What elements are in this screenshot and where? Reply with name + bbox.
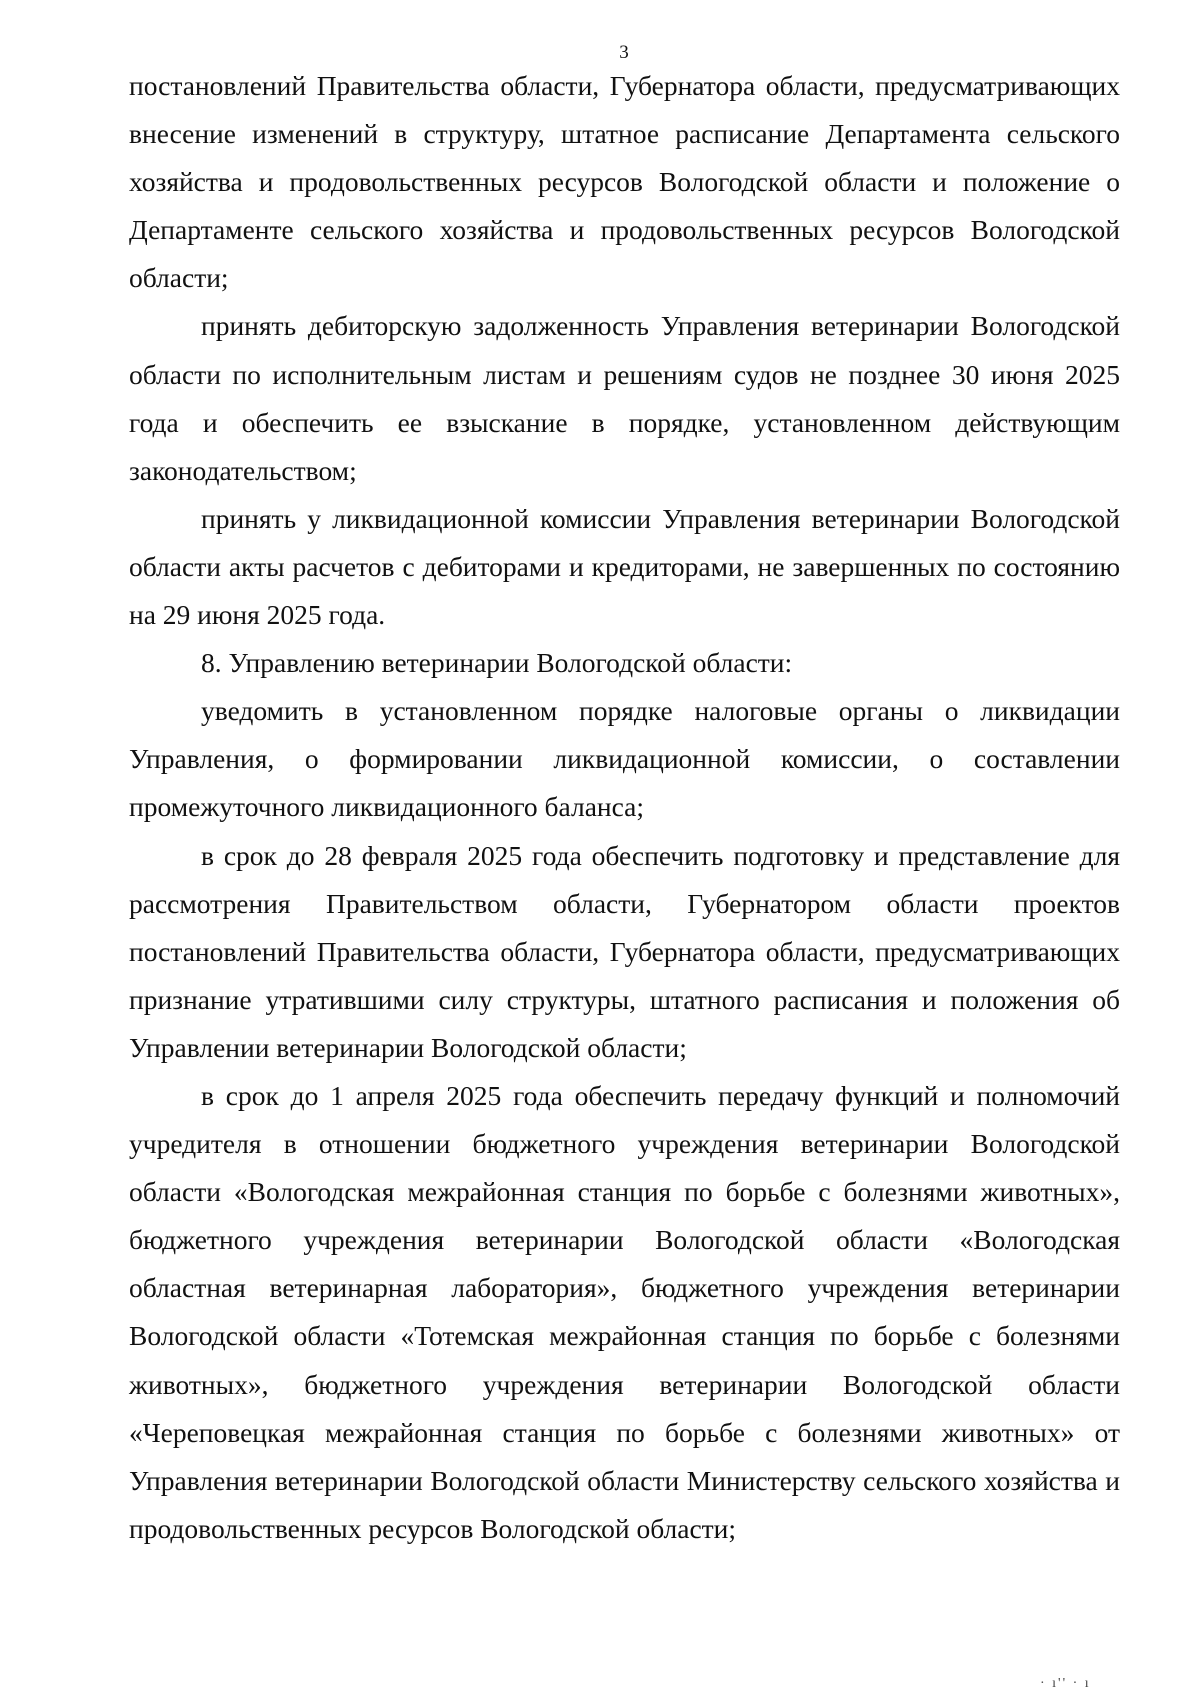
paragraph-1: постановлений Правительства области, Губернатора области, предусматривающих внесение изменений в структуру, штатное расписание Департамента сельского хозяйства и продовольственных ресурсов Вологодской области и положение о Департаменте сельского хозяйства и продовольственных ресурсов Вологодской области; <box>129 70 1120 294</box>
scan-marks: · ı'' · ı <box>1040 1676 1091 1691</box>
paragraph-3: принять у ликвидационной комиссии Управления ветеринарии Вологодской области акты расчетов с дебиторами и кредиторами, не завершенных по состоянию на 29 июня 2025 года. <box>129 502 1120 631</box>
paragraph-7: в срок до 1 апреля 2025 года обеспечить передачу функций и полномочий учредителя в отношении бюджетного учреждения ветеринарии Вологодской области «Вологодская межрайонная станция по борьбе с болезнями животных», бюджетного учреждения ветеринарии Вологодской области «Вологодская областная ветеринарная лаборатория», бюджетного учреждения ветеринарии Вологодской области «Тотемская межрайонная станция по борьбе с болезнями животных», бюджетного учреждения ветеринарии Вологодской области «Череповецкая межрайонная станция по борьбе с болезнями животных» от Управления ветеринарии Вологодской области Министерству сельского хозяйства и продовольственных ресурсов Вологодской области; <box>129 1079 1120 1544</box>
paragraph-6: в срок до 28 февраля 2025 года обеспечить подготовку и представление для рассмотрения Правительством области, Губернатором области проектов постановлений Правительства области, Губернатора области, предусматривающих признание утратившими силу структуры, штатного расписания и положения об Управлении ветеринарии Вологодской области; <box>129 839 1120 1063</box>
page-number: 3 <box>619 42 629 63</box>
paragraph-5: уведомить в установленном порядке налоговые органы о ликвидации Управления, о формировании ликвидационной комиссии, о составлении промежуточного ликвидационного баланса; <box>129 695 1120 823</box>
document-body <box>129 62 1120 1553</box>
paragraph-2: принять дебиторскую задолженность Управления ветеринарии Вологодской области по исполнительным листам и решениям судов не позднее 30 июня 2025 года и обеспечить ее взыскание в порядке, установленном действующим законодательством; <box>129 310 1120 486</box>
paragraph-4-item-8-heading: 8. Управлению ветеринарии Вологодской области: <box>201 647 793 679</box>
